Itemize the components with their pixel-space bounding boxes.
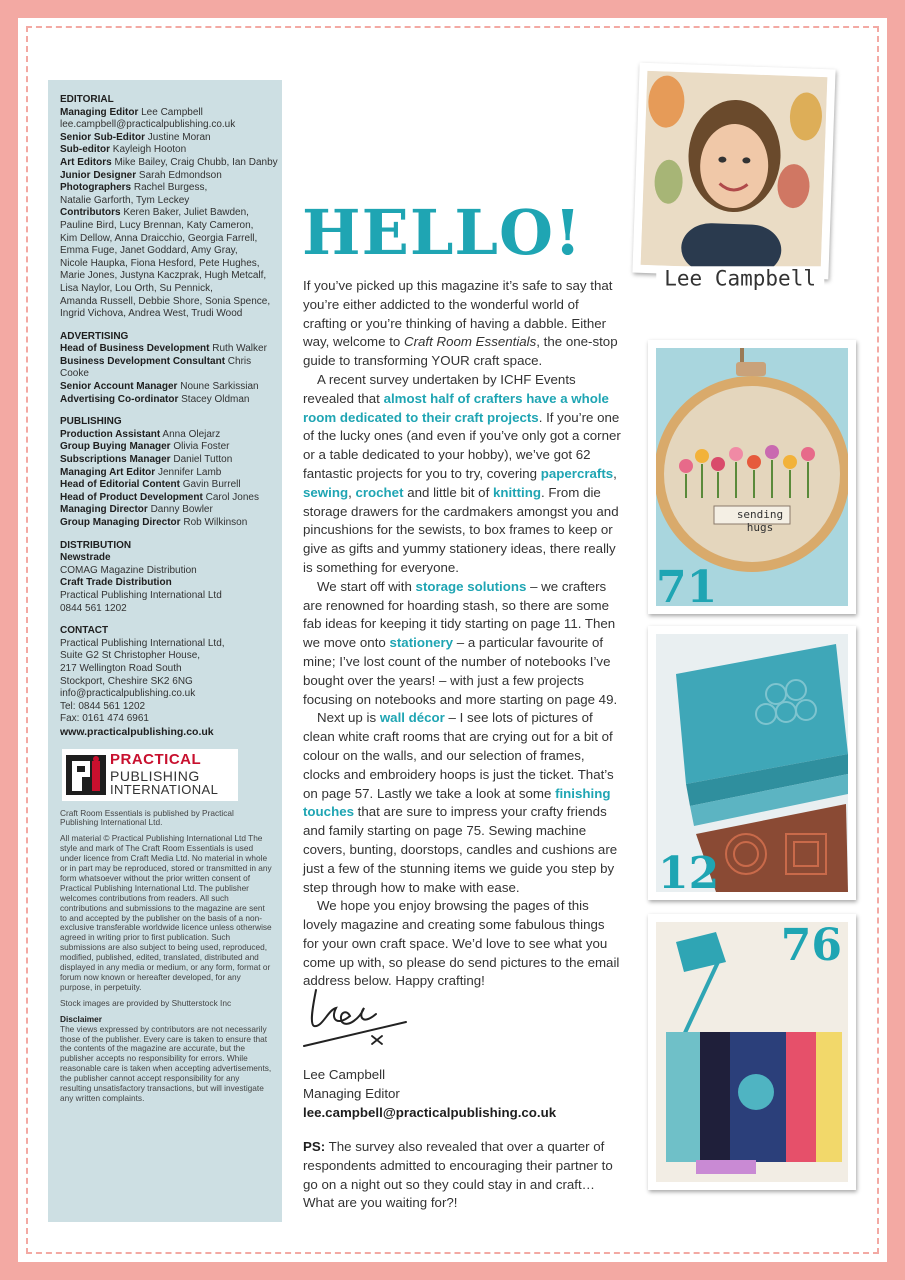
credit-name: Mike Bailey, Craig Chubb, Ian Danby — [111, 156, 278, 168]
credit-name: Kayleigh Hooton — [110, 144, 187, 156]
credit-line — [60, 441, 282, 454]
section-heading: CONTACT — [60, 625, 109, 637]
highlight-text: knitting — [492, 484, 541, 500]
credit-name: Anna Olejarz — [160, 428, 221, 440]
credit-line — [60, 688, 282, 701]
credit-line — [60, 343, 282, 356]
credit-name: Justine Moran — [145, 131, 211, 143]
credit-role: Subscriptions Manager — [60, 454, 171, 466]
body-text: , — [613, 465, 617, 481]
credit-name: Natalie Garforth, Tym Leckey — [60, 194, 190, 206]
credit-name: Kim Dellow, Anna Draicchio, Georgia Farrell, — [60, 232, 258, 244]
publisher-logo-mark — [66, 755, 106, 795]
credit-name: Nicole Haupka, Fiona Hesford, Pete Hughes, — [60, 257, 260, 269]
credit-line — [60, 308, 282, 321]
editor-portrait — [632, 63, 835, 291]
credit-role: Managing Director — [60, 504, 148, 516]
credit-role: Business Development Consultant — [60, 355, 226, 367]
credit-role: Sub-editor — [60, 144, 110, 156]
credit-line — [60, 479, 282, 492]
credit-name: Lee Campbell — [138, 106, 203, 118]
credit-line — [60, 577, 282, 590]
credit-role: Contributors — [60, 207, 121, 219]
copyright-notice: All material © Practical Publishing International Ltd The style and mark of The Craft Room Essentials is used under licence from Craft Media Ltd. No material in whole or in part may be reproduced, stored or transmitted in any form whatsoever without the prior written consent of Practical Publishing International Ltd. The publisher welcomes contributions from readers. All such contributions and submissions to the magazine are sent to and accepted by the publisher on the basis of a non-exclusive transferable worldwide licence unless otherwise agreed in writing prior to first publication. Such submissions are also subject to being used, reproduced, modified, published, edited, translated, distributed and displayed in any media or medium, or any form, format or forum now known or hereafter developed, for any purpose, in perpetuity. — [60, 833, 272, 992]
credit-line — [60, 701, 282, 714]
credit-line — [60, 467, 282, 480]
highlight-text: almost half of crafters have a whole room dedicated to their craft projects — [303, 390, 609, 425]
credit-role: Head of Business Development — [60, 343, 210, 355]
credit-line — [60, 119, 282, 132]
credit-name: Gavin Burrell — [180, 479, 241, 491]
section-heading: EDITORIAL — [60, 94, 114, 105]
page-number-badge: 12 — [658, 848, 720, 899]
credit-role: Senior Sub-Editor — [60, 131, 145, 143]
stock-credit: Stock images are provided by Shutterstock Inc — [60, 997, 232, 1008]
credit-name: Amanda Russell, Debbie Shore, Sonia Spence, — [60, 295, 271, 307]
credit-line — [60, 381, 282, 394]
portrait-illustration — [641, 71, 828, 271]
disclaimer-heading: Disclaimer — [60, 1013, 102, 1024]
credit-name: Daniel Tutton — [170, 454, 233, 466]
body-text: and little bit of — [403, 484, 493, 500]
contact-list — [60, 638, 282, 726]
portrait-caption: Lee Campbell — [657, 266, 825, 290]
publisher-logo — [62, 749, 238, 801]
credit-line — [60, 394, 282, 407]
credit-line — [60, 270, 282, 283]
credit-role: Managing Editor — [60, 106, 139, 118]
paragraph — [303, 371, 623, 578]
credit-name: 0844 561 1202 — [60, 602, 127, 614]
legal-text — [60, 809, 282, 1104]
logo-line-2: PUBLISHING — [110, 767, 200, 784]
credit-line — [60, 107, 282, 120]
credit-name: 217 Wellington Road South — [60, 662, 182, 674]
credit-role: Newstrade — [60, 552, 111, 564]
editorial-letter — [303, 277, 623, 991]
signoff-role: Managing Editor — [303, 1085, 400, 1101]
logo-line-3: INTERNATIONAL — [110, 781, 219, 797]
logo-line-1: PRACTICAL — [110, 750, 202, 768]
section-heading: DISTRIBUTION — [60, 539, 132, 551]
body-text: . If you’re one of the lucky ones (and even if you’ve only got a corner or a table dedicated to your hobby), we’ve got 62 fantastic projects for you to try, covering — [303, 409, 621, 481]
credit-line — [60, 258, 282, 271]
advertising-section — [60, 331, 282, 407]
credit-role: Junior Designer — [60, 169, 137, 181]
credit-line — [60, 638, 282, 651]
credit-name: Suite G2 St Christopher House, — [60, 650, 201, 662]
credit-name: Rob Wilkinson — [180, 517, 248, 528]
credit-line — [60, 157, 282, 170]
credit-name: Carol Jones — [202, 491, 259, 503]
signoff-name: Lee Campbell — [303, 1067, 386, 1082]
distribution-section — [60, 540, 282, 616]
credit-name: Practical Publishing International Ltd, — [60, 637, 225, 649]
credit-name: Pauline Bird, Lucy Brennan, Katy Cameron, — [60, 219, 254, 231]
advertising-list — [60, 343, 282, 406]
section-heading: ADVERTISING — [60, 330, 129, 342]
paragraph — [303, 578, 623, 710]
credit-line — [60, 356, 282, 381]
editorial-list — [60, 107, 282, 321]
body-text: . From die storage drawers for the cardmakers amongst you and pincushions for the sewists, to box frames to keep or give as gifts and yummy stationery ideas, there really is something for everyone. — [303, 484, 619, 575]
masthead-panel — [48, 80, 282, 1222]
page-number-badge: 71 — [656, 562, 718, 613]
body-text: – a particular favourite of mine; I’ve lost count of the number of notebooks I’ve bought over the years! – with just a few projects focusing on notebooks and more starting on page 49. — [303, 635, 618, 707]
credit-name: Keren Baker, Juliet Bawden, — [120, 207, 249, 219]
credit-line — [60, 220, 282, 233]
ps-text: The survey also revealed that over a quarter of respondents admitted to encouraging their partner to go on a night out so they could stay in and craft… What are you waiting for?! — [303, 1139, 613, 1211]
credit-name: Ingrid Vichova, Andrea West, Trudi Wood — [60, 308, 243, 320]
credit-line — [60, 233, 282, 246]
credit-line — [60, 132, 282, 145]
project-photo-hoop — [648, 340, 856, 614]
handwritten-signature — [302, 980, 412, 1050]
body-text: If you’ve picked up this magazine it’s safe to say that you’re either addicted to the wonderful world of crafting or you’re thinking of having a dabble. Either way, welcome to — [303, 278, 613, 350]
project-photo-cover — [648, 914, 856, 1190]
credit-line — [60, 245, 282, 258]
website-link[interactable]: www.practicalpublishing.co.uk — [60, 725, 214, 738]
body-text: that are sure to impress your crafty friends and family starting on page 75. Sewing machine covers, bunting, doorstops, candles and cushions are just a few of the stunning items we guide you step by step through how to make with ease. — [303, 804, 618, 895]
body-text: We start off with — [317, 578, 416, 594]
credit-role: Group Managing Director — [60, 517, 181, 528]
highlight-text: storage solutions — [415, 578, 527, 594]
italic-text: Craft Room Essentials — [404, 334, 537, 350]
credit-role: Art Editors — [60, 156, 112, 168]
paragraph — [303, 897, 623, 991]
credit-role: Senior Account Manager — [60, 381, 178, 393]
signoff-email[interactable]: lee.campbell@practicalpublishing.co.uk — [303, 1104, 557, 1120]
credit-line — [60, 504, 282, 517]
body-text: , the one-stop guide to transforming YOUR craft space. — [303, 334, 618, 369]
credit-name: Marie Jones, Justyna Kaczprak, Hugh Metcalf, — [60, 270, 267, 282]
highlight-text: crochet — [355, 484, 404, 500]
highlight-text: stationery — [389, 635, 454, 651]
body-text: – I see lots of pictures of clean white craft rooms that are crying out for a bit of colour on the walls, and our selection of frames, clocks and embroidery hoops is just the ticket. That’s on page 57. Lastly we take a look at some — [303, 710, 614, 801]
credit-name: info@practicalpublishing.co.uk — [60, 688, 196, 700]
credit-name: Jennifer Lamb — [155, 466, 222, 478]
credit-line — [60, 603, 282, 616]
credit-role: Head of Product Development — [60, 491, 203, 503]
credit-line — [60, 429, 282, 442]
credit-name: Practical Publishing International Ltd — [60, 589, 222, 601]
published-by: Craft Room Essentials is published by Practical Publishing International Ltd. — [60, 807, 234, 828]
paragraph — [303, 709, 623, 897]
credit-line — [60, 713, 282, 726]
credit-line — [60, 565, 282, 578]
page-number-badge: 76 — [780, 920, 842, 971]
body-text: – we crafters are renowned for hoarding stash, so there are some fab ideas for keeping it tidy starting on page 11. Then we move onto — [303, 578, 616, 651]
body-text: We hope you enjoy browsing the pages of this lovely magazine and creating some fabulous things for your own craft space. We’d love to see what you come up with, so please do send pictures to the email address below. Happy crafting! — [303, 898, 620, 989]
credit-name: Fax: 0161 474 6961 — [60, 713, 149, 725]
credit-role: Group Buying Manager — [60, 441, 171, 453]
credit-name: Danny Bowler — [147, 504, 213, 516]
highlight-text: papercrafts — [540, 465, 614, 481]
ps-label: PS: — [303, 1139, 326, 1154]
credit-line — [60, 170, 282, 183]
credit-line — [60, 182, 282, 195]
credit-name: Chris Cooke — [60, 355, 252, 380]
section-heading: PUBLISHING — [60, 416, 122, 428]
project-photo-drawers — [648, 626, 856, 900]
credit-name: Emma Fuge, Janet Goddard, Amy Gray, — [60, 245, 238, 257]
credit-name: Stockport, Cheshire SK2 6NG — [60, 675, 193, 687]
credit-role: Craft Trade Distribution — [60, 577, 172, 589]
editorial-section — [60, 94, 282, 321]
postscript — [303, 1138, 623, 1213]
credit-line — [60, 517, 282, 530]
highlight-text: wall décor — [379, 710, 445, 726]
highlight-text: sewing — [303, 484, 349, 500]
credit-name: Ruth Walker — [209, 343, 267, 355]
credit-line — [60, 650, 282, 663]
distribution-list — [60, 552, 282, 615]
publishing-section — [60, 416, 282, 529]
credit-name: Noune Sarkissian — [177, 381, 259, 393]
body-text: Next up is — [317, 710, 380, 726]
paragraph — [303, 277, 623, 371]
credit-line — [60, 676, 282, 689]
credit-line — [60, 552, 282, 565]
credit-line — [60, 590, 282, 603]
credit-name: Olivia Foster — [170, 441, 230, 453]
credit-role: Photographers — [60, 182, 132, 194]
credit-name: Sarah Edmondson — [136, 169, 222, 181]
credit-line — [60, 207, 282, 220]
credit-name: Stacey Oldman — [178, 393, 250, 405]
hoop-label: sending hugs — [736, 508, 784, 534]
credit-line — [60, 195, 282, 208]
credit-role: Head of Editorial Content — [60, 479, 180, 491]
credit-name: Rachel Burgess, — [131, 182, 208, 194]
disclaimer-text: The views expressed by contributors are not necessarily those of the publisher. Every care is taken to ensure that the contents of the magazine are accurate, but the publisher accepts no responsibility for errors. While reasonable care is taken when accepting advertisements, the publisher cannot accept responsibility for any resulting unsatisfactory transactions, but will investigate any written complaints. — [60, 1023, 272, 1103]
portrait-image — [641, 71, 828, 271]
highlight-text: finishing touches — [303, 785, 611, 820]
credit-line — [60, 454, 282, 467]
contact-section — [60, 625, 282, 738]
credit-line — [60, 144, 282, 157]
credit-name: lee.campbell@practicalpublishing.co.uk — [60, 119, 236, 131]
signoff — [303, 1066, 556, 1122]
credit-role: Managing Art Editor — [60, 466, 156, 478]
publishing-list — [60, 429, 282, 530]
credit-line — [60, 283, 282, 296]
body-text: , — [348, 484, 356, 500]
page-title: HELLO! — [302, 196, 583, 269]
body-text: A recent survey undertaken by ICHF Events revealed that — [303, 371, 576, 406]
credit-name: COMAG Magazine Distribution — [60, 564, 197, 576]
credit-line — [60, 296, 282, 309]
credit-line — [60, 663, 282, 676]
credit-name: Lisa Naylor, Lou Orth, Su Pennick, — [60, 282, 213, 294]
credit-role: Production Assistant — [60, 428, 161, 440]
credit-role: Advertising Co-ordinator — [60, 393, 179, 405]
credit-name: Tel: 0844 561 1202 — [60, 700, 146, 712]
credit-line — [60, 492, 282, 505]
